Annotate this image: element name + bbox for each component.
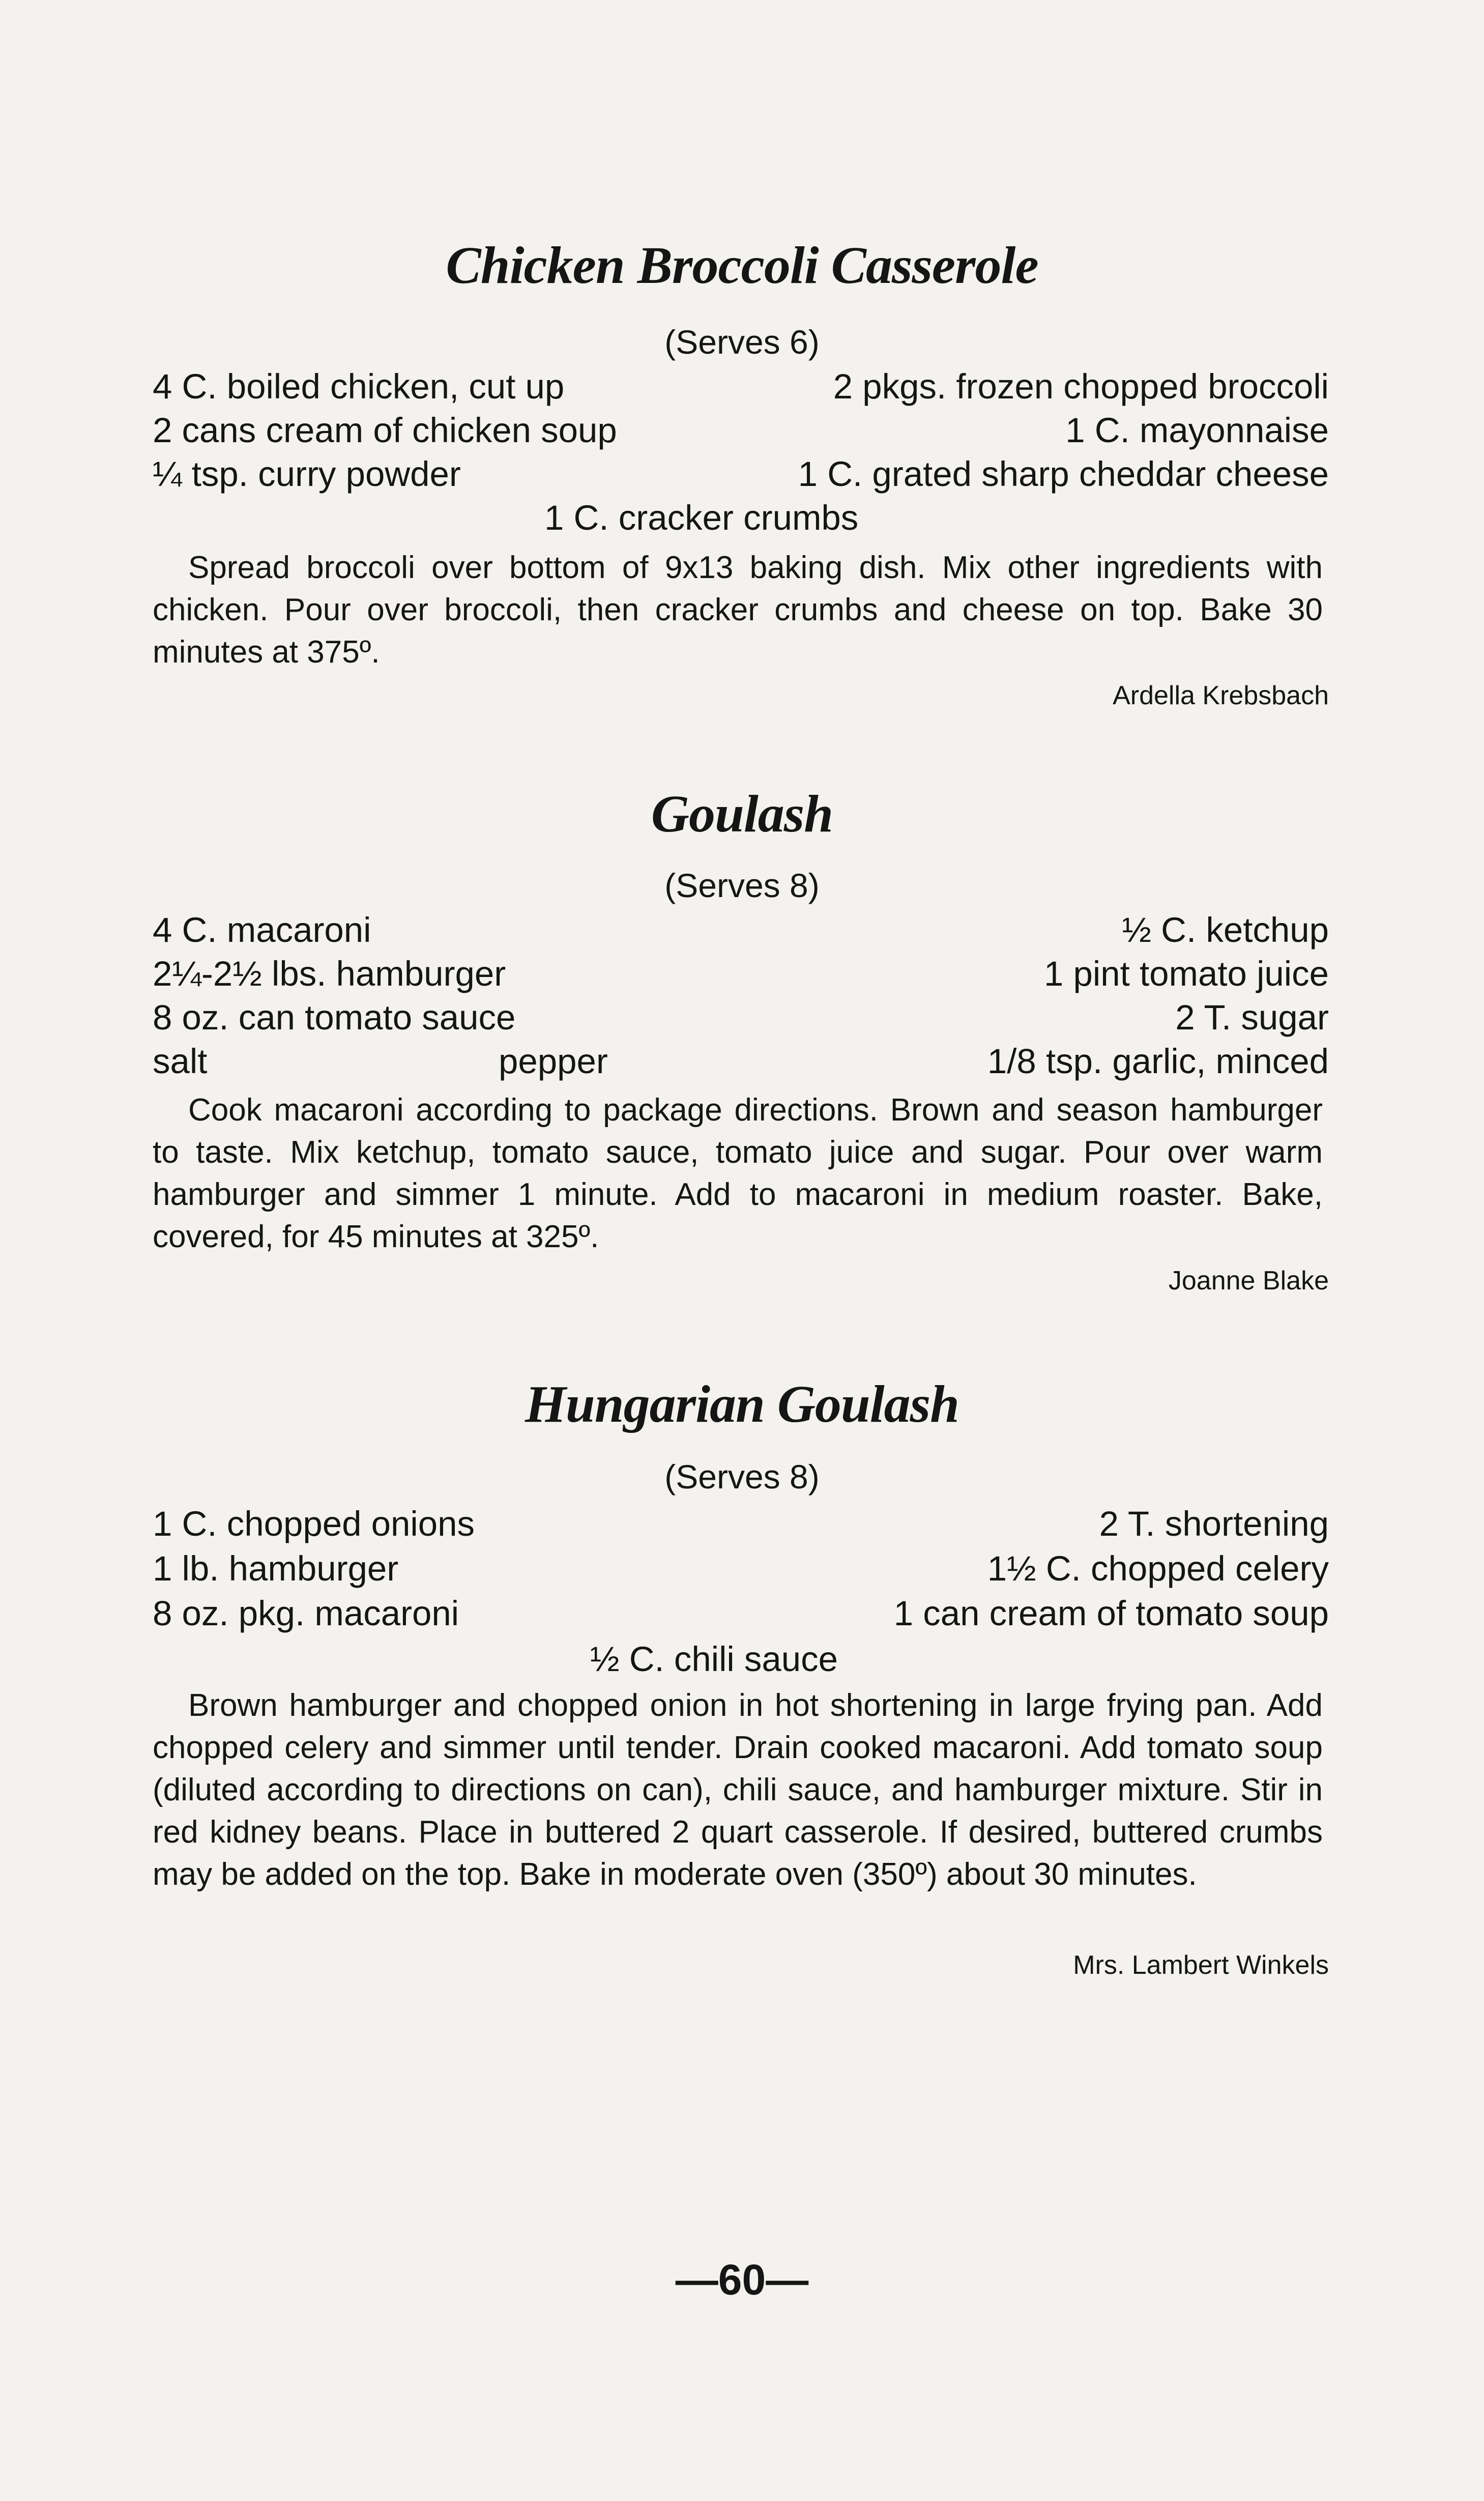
page-number: —60—: [675, 2256, 809, 2304]
recipe-title-hungarian-goulash: Hungarian Goulash: [525, 1375, 959, 1433]
ingredient: 2¼-2½ lbs. hamburger: [153, 954, 506, 993]
ingredient: 2 pkgs. frozen chopped broccoli: [833, 367, 1329, 406]
ingredient: 4 C. macaroni: [153, 910, 371, 950]
recipe-author: Joanne Blake: [1168, 1266, 1329, 1296]
ingredient: 1½ C. chopped celery: [987, 1549, 1329, 1588]
ingredient: 1 pint tomato juice: [1044, 954, 1329, 993]
ingredient: 2 cans cream of chicken soup: [153, 411, 617, 450]
recipe-directions: Brown hamburger and chopped onion in hot shortening in large frying pan. Add chopped celery and simmer until tender. Drain cooked macaroni. Add tomato soup (diluted according to directions on can), chili sauce, and hamburger mixture. Stir in red kidney beans. Place in buttered 2 quart casserole. If desired, buttered crumbs may be added on the top. Bake in moderate oven (350º) about 30 minutes.: [153, 1688, 1323, 1892]
ingredient: 1 C. cracker crumbs: [544, 498, 859, 537]
ingredient: 1 C. grated sharp cheddar cheese: [798, 454, 1329, 494]
ingredient: 1/8 tsp. garlic, minced: [987, 1042, 1329, 1081]
recipe-directions: Cook macaroni according to package directions. Brown and season hamburger to taste. Mix ketchup, tomato sauce, tomato juice and sugar. Pour over warm hamburger and simmer 1 minute. Add to macaroni in medium roaster. Bake, covered, for 45 minutes at 325º.: [153, 1093, 1323, 1254]
ingredient: 2 T. sugar: [1175, 998, 1329, 1037]
ingredient: 8 oz. pkg. macaroni: [153, 1594, 459, 1633]
ingredient: 4 C. boiled chicken, cut up: [153, 367, 565, 406]
ingredient: 2 T. shortening: [1099, 1504, 1329, 1543]
ingredient: ¼ tsp. curry powder: [153, 454, 461, 494]
ingredient: ½ C. chili sauce: [590, 1640, 838, 1679]
recipe-serves: (Serves 6): [664, 323, 820, 361]
ingredient: salt: [153, 1042, 208, 1081]
ingredient: 1 C. mayonnaise: [1065, 411, 1329, 450]
ingredient: 8 oz. can tomato sauce: [153, 998, 516, 1037]
ingredient: 1 C. chopped onions: [153, 1504, 475, 1543]
recipe-author: Ardella Krebsbach: [1113, 681, 1329, 710]
recipe-serves: (Serves 8): [664, 1458, 820, 1496]
ingredient: pepper: [499, 1042, 608, 1081]
recipe-serves: (Serves 8): [664, 867, 820, 904]
ingredient: 1 lb. hamburger: [153, 1549, 399, 1588]
ingredient: 1 can cream of tomato soup: [893, 1594, 1329, 1633]
recipe-author: Mrs. Lambert Winkels: [1073, 1950, 1329, 1980]
recipe-title-chicken-broccoli-casserole: Chicken Broccoli Casserole: [446, 236, 1038, 295]
recipe-directions: Spread broccoli over bottom of 9x13 baking dish. Mix other ingredients with chicken. Pour over broccoli, then cracker crumbs and cheese on top. Bake 30 minutes at 375º.: [153, 550, 1323, 670]
ingredient: ½ C. ketchup: [1122, 910, 1329, 950]
recipe-title-goulash: Goulash: [651, 785, 833, 843]
